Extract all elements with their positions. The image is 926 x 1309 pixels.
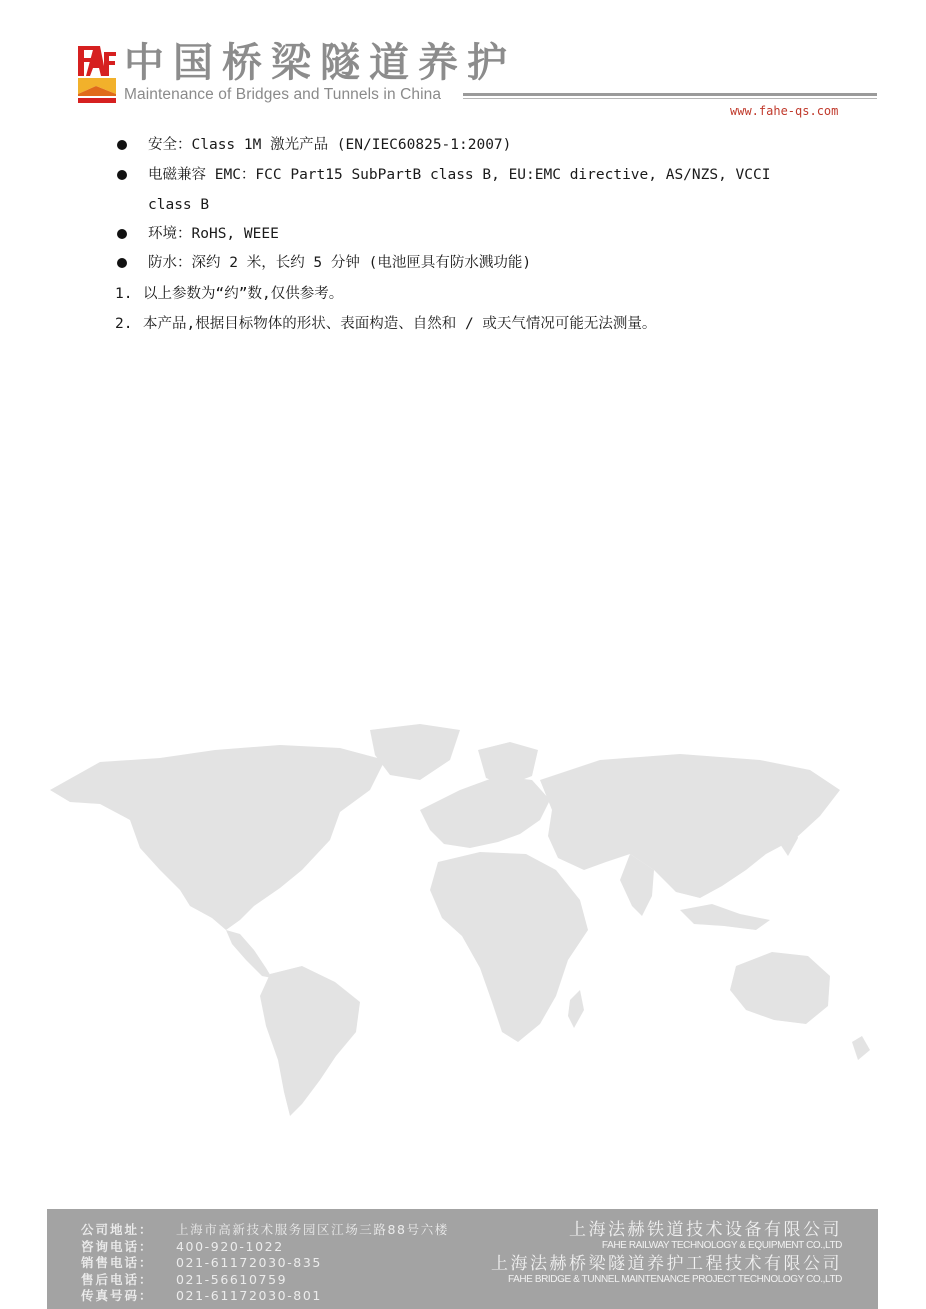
- website-link[interactable]: www.fahe-qs.com: [730, 104, 839, 118]
- contact-label: 咨询电话：: [81, 1238, 154, 1254]
- bullet-icon: [117, 229, 127, 239]
- europe-shape: [420, 776, 550, 848]
- contact-value: 上海市高新技术服务园区江场三路88号六楼: [176, 1222, 449, 1237]
- contact-value[interactable]: 400-920-1022: [176, 1238, 284, 1254]
- contact-value[interactable]: 021-61172030-835: [176, 1255, 322, 1271]
- note-number: 1.: [115, 286, 133, 302]
- africa-shape: [430, 852, 588, 1042]
- new-zealand-shape: [852, 1036, 870, 1060]
- spec-waterproof: 防水：深约 2 米，长约 5 分钟 (电池匣具有防水溅功能): [148, 255, 532, 271]
- contact-hotline: [81, 1239, 449, 1256]
- contact-value[interactable]: 021-56610759: [176, 1271, 288, 1287]
- spec-safety: 安全：Class 1M 激光产品 (EN/IEC60825-1:2007): [148, 137, 512, 153]
- header-rule: [463, 93, 877, 96]
- contact-fax: [81, 1288, 449, 1305]
- note-text: 以上参数为“约”数,仅供参考。: [143, 286, 344, 302]
- central-america-shape: [226, 930, 272, 978]
- madagascar-shape: [568, 990, 584, 1028]
- spec-emc-continuation: class B: [148, 197, 210, 213]
- company-railway: [569, 1220, 842, 1252]
- page-footer: [47, 1209, 878, 1309]
- scandinavia-shape: [478, 742, 538, 786]
- note-number: 2.: [115, 316, 133, 332]
- bullet-icon: [117, 140, 127, 150]
- header-rule-thin: [463, 98, 877, 99]
- spec-emc: 电磁兼容 EMC：FCC Part15 SubPartB class B, EU:EMC directive, AS/NZS, VCCI: [148, 167, 771, 183]
- company-name-cn: 上海法赫铁道技术设备有限公司: [569, 1220, 842, 1240]
- contact-block: [81, 1222, 449, 1305]
- note-text: 本产品,根据目标物体的形状、表面构造、自然和 / 或天气情况可能无法测量。: [143, 316, 657, 332]
- page-header: [0, 0, 926, 125]
- asia-shape: [540, 754, 840, 898]
- contact-after-sales: [81, 1272, 449, 1289]
- north-america-shape: [50, 745, 385, 930]
- contact-address: [81, 1222, 449, 1239]
- brand-title-cn: 中国桥梁隧道养护: [124, 40, 516, 86]
- bullet-icon: [117, 258, 127, 268]
- south-america-shape: [260, 966, 360, 1116]
- company-name-en: FAHE RAILWAY TECHNOLOGY & EQUIPMENT CO.,LTD: [601, 1240, 842, 1251]
- company-name-en: FAHE BRIDGE & TUNNEL MAINTENANCE PROJECT TECHNOLOGY CO.,LTD: [507, 1274, 842, 1285]
- world-map-watermark: [40, 720, 890, 1120]
- contact-sales: [81, 1255, 449, 1272]
- contact-label: 销售电话：: [81, 1255, 154, 1271]
- contact-value: 021-61172030-801: [176, 1288, 322, 1304]
- bullet-icon: [117, 170, 127, 180]
- greenland-shape: [370, 724, 460, 780]
- indonesia-shape: [680, 904, 770, 930]
- contact-label: 传真号码：: [81, 1288, 154, 1304]
- contact-label: 公司地址：: [81, 1222, 154, 1237]
- company-name-cn: 上海法赫桥梁隧道养护工程技术有限公司: [491, 1254, 842, 1274]
- contact-label: 售后电话：: [81, 1271, 154, 1287]
- company-bridge-tunnel: [491, 1254, 842, 1286]
- australia-shape: [730, 952, 830, 1024]
- spec-environment: 环境：RoHS, WEEE: [148, 226, 279, 242]
- fahe-logo: [76, 42, 118, 104]
- brand-title-en: Maintenance of Bridges and Tunnels in China: [124, 86, 442, 103]
